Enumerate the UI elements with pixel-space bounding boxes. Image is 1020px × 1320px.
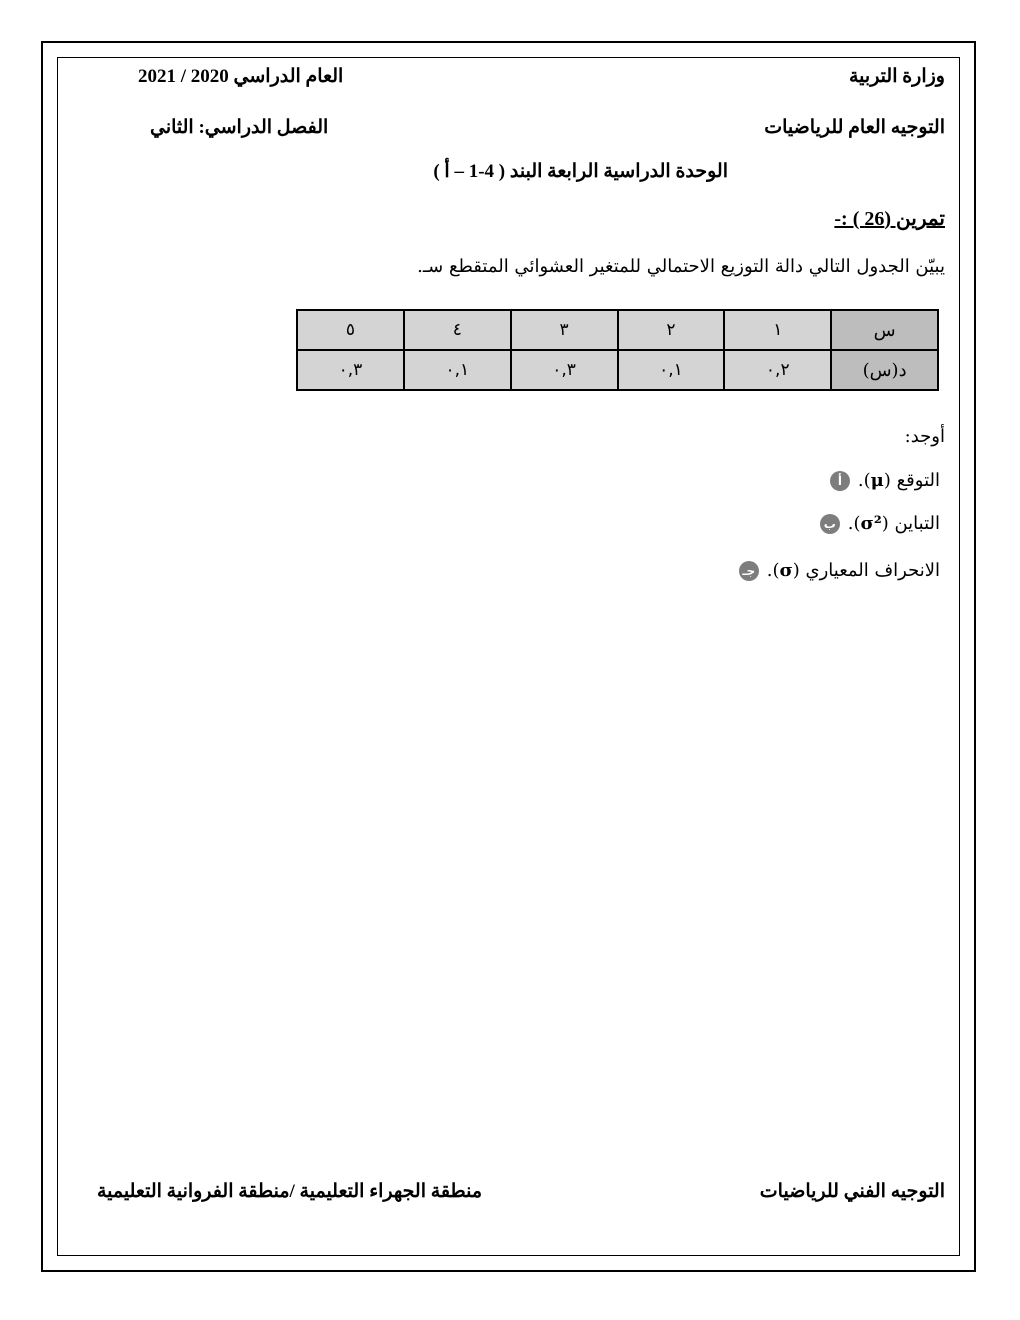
footer-right: التوجيه الفني للرياضيات [759,1181,945,1202]
p-value: ٠,٣ [511,350,618,390]
x-value: ١ [724,310,831,350]
item-badge: أ [830,471,850,491]
find-label: أوجد: [904,426,945,447]
x-value: ٢ [618,310,725,350]
x-value: ٣ [511,310,618,350]
question-item-variance [820,513,940,534]
item-badge: ب [820,514,840,534]
p-row [297,350,938,390]
ministry-label: وزارة التربية [848,66,945,87]
footer-left: منطقة الجهراء التعليمية /منطقة الفروانية التعليمية [97,1181,483,1202]
semester-label: الفصل الدراسي: الثاني [150,117,329,138]
item-badge: جـ [739,561,759,581]
p-value: ٠,١ [404,350,511,390]
p-value: ٠,٢ [724,350,831,390]
academic-year: العام الدراسي 2020 / 2021 [138,66,344,87]
department-label: التوجيه العام للرياضيات [764,117,945,138]
p-value: ٠,٣ [297,350,404,390]
p-row-label: د(س) [831,350,938,390]
unit-title: الوحدة الدراسية الرابعة البند ( 4-1 – أ ) [433,161,728,182]
question-item-std-deviation [739,560,940,581]
item-text: التباين (σ²). [847,513,940,534]
x-value: ٤ [404,310,511,350]
probability-table [296,309,939,391]
exercise-statement: يبيّن الجدول التالي دالة التوزيع الاحتمالي للمتغير العشوائي المتقطع سـ. [417,256,945,277]
p-value: ٠,١ [618,350,725,390]
x-row [297,310,938,350]
exercise-title: تمرين (26 ) :- [834,208,945,230]
item-text: التوقع (μ). [857,470,940,491]
x-row-label: س [831,310,938,350]
question-item-expectation [830,470,940,491]
item-text: الانحراف المعياري (σ). [766,560,940,581]
x-value: ٥ [297,310,404,350]
page-inner-border [57,57,960,1256]
